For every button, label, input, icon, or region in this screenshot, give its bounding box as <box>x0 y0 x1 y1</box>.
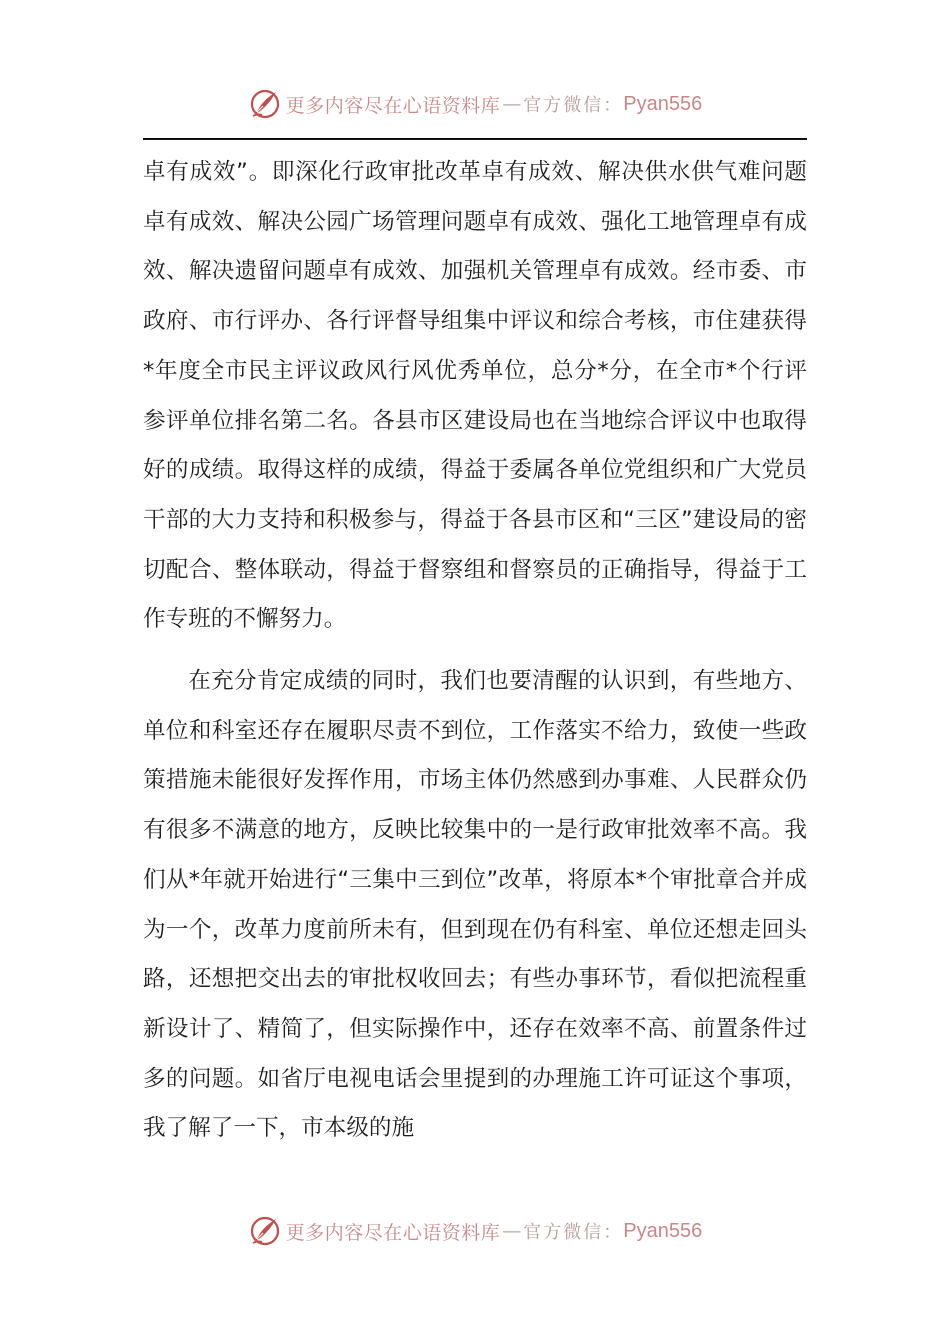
header-banner <box>0 84 950 124</box>
quill-pen-logo-icon <box>248 87 282 121</box>
paragraph-1: 卓有成效”。即深化行政审批改革卓有成效、解决供水供气难问题卓有成效、解决公园广场管理问题卓有成效、强化工地管理卓有成效、解决遗留问题卓有成效、加强机关管理卓有成效。经市委、市政府、市行评办、各行评督导组集中评议和综合考核，市住建获得*年度全市民主评议政风行风优秀单位，总分*分，在全市*个行评参评单位排名第二名。各县市区建设局也在当地综合评议中也取得好的成绩。取得这样的成绩，得益于委属各单位党组织和广大党员干部的大力支持和积极参与，得益于各县市区和“三区”建设局的密切配合、整体联动，得益于督察组和督察员的正确指导，得益于工作专班的不懈努力。 <box>143 159 807 633</box>
paragraph-2: 在充分肯定成绩的同时，我们也要清醒的认识到，有些地方、单位和科室还存在履职尽责不到位，工作落实不给力，致使一些政策措施未能很好发挥作用，市场主体仍然感到办事难、人民群众仍有很多不满意的地方，反映比较集中的一是行政审批效率不高。我们从*年就开始进行“三集中三到位”改革，将原本*个审批章合并成为一个，改革力度前所未有，但到现在仍有科室、单位还想走回头路，还想把交出去的审批权收回去；有些办事环节，看似把流程重新设计了、精简了，但实际操作中，还存在效率不高、前置条件过多的问题。如省厅电视电话会里提到的办理施工许可证这个事项，我了解了一下，市本级的施 <box>143 668 807 1142</box>
footer-banner <box>0 1211 950 1251</box>
footer-brand-text: 更多内容尽在心语资料库 <box>285 1221 501 1244</box>
header-wechat-id: Pyan556 <box>623 92 703 115</box>
footer-separator: — <box>502 1220 522 1242</box>
header-separator: — <box>502 93 522 115</box>
footer-wechat-label: 官方微信： <box>523 1222 624 1243</box>
header-brand-text: 更多内容尽在心语资料库 <box>285 94 501 117</box>
document-body <box>143 148 807 1154</box>
header-divider <box>143 138 807 140</box>
quill-pen-logo-icon <box>248 1214 282 1248</box>
footer-wechat-id: Pyan556 <box>623 1219 703 1242</box>
header-wechat-label: 官方微信： <box>523 95 624 116</box>
